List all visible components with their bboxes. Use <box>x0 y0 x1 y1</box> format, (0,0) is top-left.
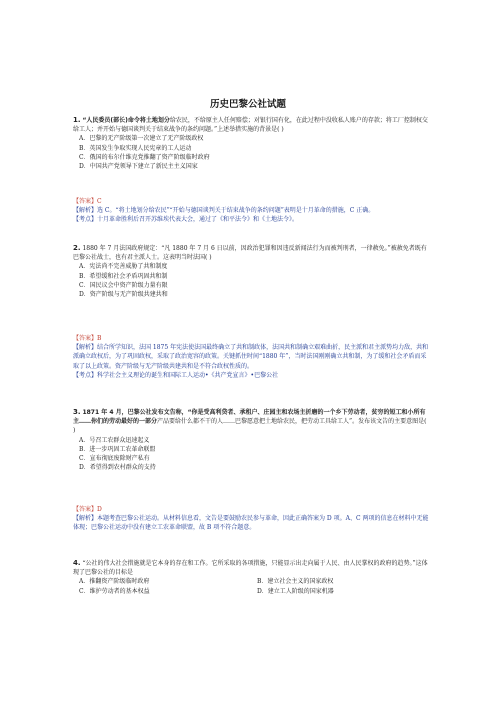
option-a: A．推翻资产阶级临时政府 <box>79 578 150 586</box>
option-b: B．英国发生争取实现人民宪章的工人运动 <box>79 144 192 152</box>
point-text: 【考点】科学社会主义理论的诞生和国际工人运动•《共产党宣言》•巴黎公社 <box>73 371 279 379</box>
option-d: D．希望得到农村群众的支持 <box>79 464 156 472</box>
answer-text: 【答案】D <box>73 506 102 513</box>
option-d: D．资产阶级与无产阶级共建共和 <box>79 291 168 299</box>
question-4 <box>73 559 429 596</box>
question-number: 1. <box>73 116 81 124</box>
option-c: C．国民议会中资产阶级力量有限 <box>79 281 168 289</box>
option-b: B．希望缓和社会矛盾巩固共和制 <box>79 272 168 280</box>
explanation-text: 【解析】选 C。“将土地划分给农民”“开始与德国谈判关于结束战争的条约问题”表明是十月革命的措施，C 正确。 <box>73 207 375 215</box>
answer-1 <box>73 197 429 225</box>
question-2 <box>73 244 429 299</box>
question-stem: 产品要给什么都不干的人……巴黎愿意把土地给农民，把劳动工具给工人”。发布该文告的主要意图是( ) <box>73 418 427 435</box>
question-1 <box>73 116 429 171</box>
answer-text: 【答案】C <box>73 198 102 205</box>
question-stem-bold: “人民委员(部长)命令将土地划分 <box>82 117 170 124</box>
question-number: 2. <box>73 244 81 252</box>
option-d: D．建立工人阶级的国家机器 <box>257 587 334 595</box>
option-c: C．维护劳动者的基本权益 <box>79 587 150 595</box>
option-c: C．俄国的布尔什维克党推翻了资产阶级临时政府 <box>79 153 210 161</box>
question-stem: 给农民，不给原主人任何赔偿；对银行国有化，在此过程中没收私人账户的存款；将工厂控制权交给工人；并开始与德国谈判关于结束战争的条约问题。”上述举措实施的背景是( ) <box>73 117 428 134</box>
answer-2 <box>73 334 429 380</box>
answer-text: 【答案】B <box>73 335 102 342</box>
question-number: 4. <box>73 559 81 567</box>
point-text: 【考点】十月革命胜利后召开苏维埃代表大会，通过了《和平法令》和《土地法令》。 <box>73 216 299 224</box>
page-title: 历史巴黎公社试题 <box>209 99 286 110</box>
question-stem: “公社的伟大社会措施就是它本身的存在和工作。它所采取的各项措施，只能显示出走向属于人民、由人民掌权的政府的趋势。”这体现了巴黎公社的目标是 <box>73 560 428 577</box>
question-stem: 1880 年 7 月法国政府规定：“凡 1880 年 7 月 6 日以前，因政治犯罪和因违反新闻法行为而被判刑者，一律赦免。”被赦免者既有巴黎公社战士，也有君主派人士。这表明当时法国( ) <box>73 245 427 262</box>
answer-3 <box>73 505 429 533</box>
question-stem-bold: 1871 年 4 月，巴黎公社发布文告称，“你是受高利贷者、承租户、庄园主和农场主折磨的一个乡下劳动者，贫穷的短工和小所有主……你们的劳动最好的一部分 <box>73 409 426 426</box>
question-number: 3. <box>73 408 81 416</box>
option-b: B．进一步巩固工农革命联盟 <box>79 445 156 453</box>
option-a: A．宪法尚不完善威胁了共和制度 <box>79 263 168 271</box>
option-a: A．巴黎的无产阶级第一次建立了无产阶级政权 <box>79 135 204 143</box>
question-3 <box>73 408 429 472</box>
explanation-text: 【解析】本题考查巴黎公社运动。从材料信息看，文告是要鼓励农民参与革命，因此正确答案为 D 项。A、C 两项的信息在材料中无能体现；巴黎公社运动中没有建立工农革命联盟，故 B 项不符合题意。 <box>73 515 429 532</box>
option-a: A．号召工农群众迅速起义 <box>79 436 150 444</box>
option-b: B．建立社会主义的国家政权 <box>257 578 334 586</box>
option-c: C．宣布彻底废除财产私有 <box>79 455 150 463</box>
explanation-text: 【解析】结合所学知识，法国 1875 年宪法使法国最终确立了共和制政体，法国共和制确立艰难曲折，民主派和君主派势均力敌，共和派确立政权后，为了巩固政权，采取了政治宽容的政策。关键抓住时间“1880 年”，当时法国刚刚确立共和制，为了缓和社会矛盾而采取了以上政策。资产阶级与无产阶级共建共和是不符合政权性质的。 <box>73 344 429 370</box>
option-d: D．中国共产党领导下建立了新民主主义国家 <box>79 163 198 171</box>
